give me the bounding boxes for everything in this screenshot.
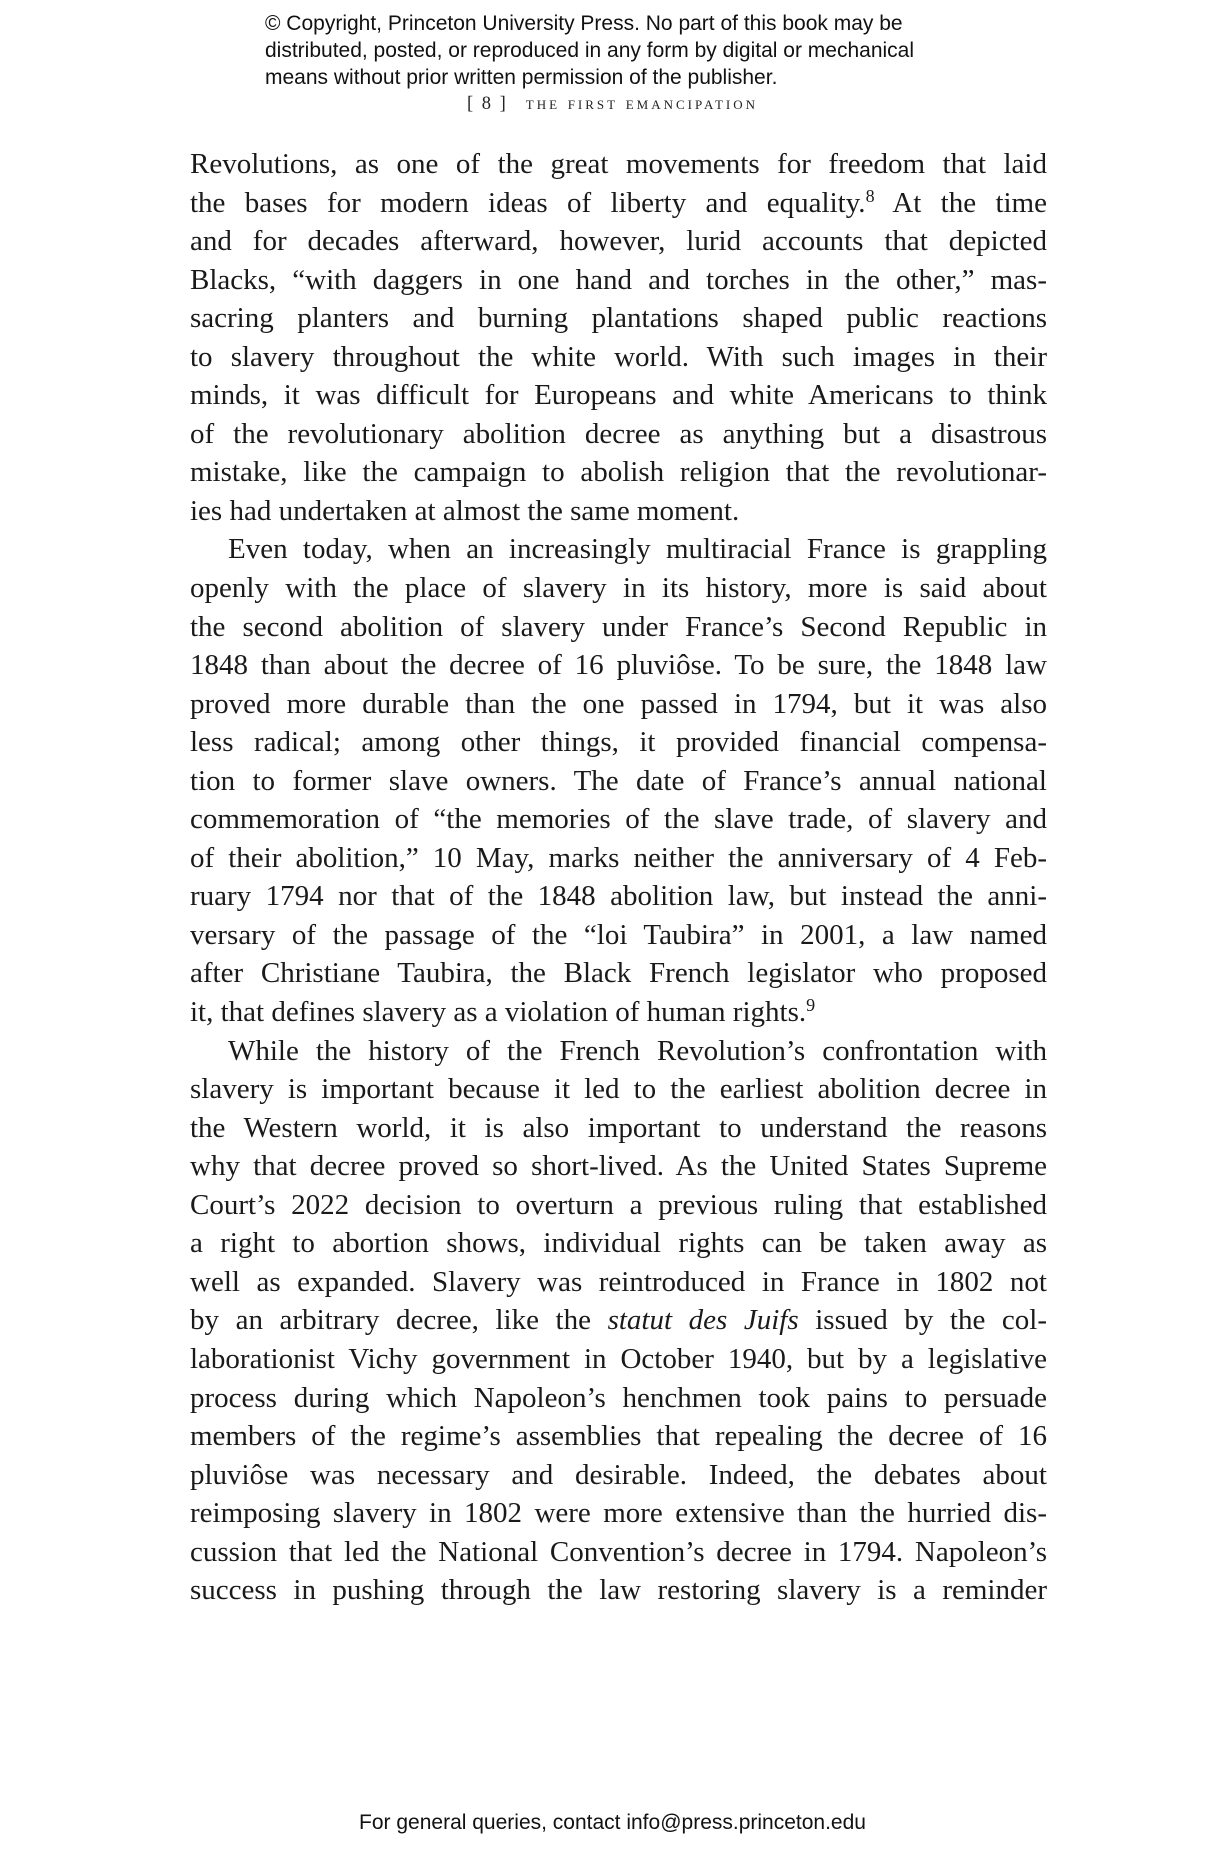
body-text — [190, 145, 1047, 1610]
copyright-notice — [265, 10, 985, 91]
text-line: process during which Napoleon’s henchmen took pains to persuade — [190, 1381, 1047, 1414]
copyright-line: distributed, posted, or reproduced in any form by digital or mechanical — [265, 39, 915, 62]
footer-contact: For general queries, contact info@press.princeton.edu — [359, 1811, 866, 1834]
text-line: less radical; among other things, it provided financial compensa- — [190, 726, 1047, 759]
text-line: versary of the passage of the “loi Taubira” in 2001, a law named — [190, 918, 1047, 951]
text-line: sacring planters and burning plantations shaped public reactions — [190, 302, 1047, 335]
running-head — [0, 94, 1225, 115]
text-line: the bases for modern ideas of liberty and equality.$^8$ At the time — [190, 185, 1047, 219]
text-line: of the revolutionary abolition decree as anything but a disastrous — [190, 417, 1047, 450]
text-line: ies had undertaken at almost the same moment. — [190, 494, 740, 527]
copyright-line: means without prior written permission of the publisher. — [265, 66, 778, 89]
text-line: While the history of the French Revolution’s confrontation with — [228, 1034, 1047, 1067]
text-line: Blacks, “with daggers in one hand and torches in the other,” mas- — [190, 263, 1047, 296]
text-line: a right to abortion shows, individual rights can be taken away as — [190, 1227, 1047, 1260]
text-line: the Western world, it is also important to understand the reasons — [190, 1111, 1047, 1144]
text-line: openly with the place of slavery in its history, more is said about — [190, 572, 1047, 605]
text-line: members of the regime’s assemblies that repealing the decree of 16 — [190, 1420, 1047, 1453]
footnote-marker: 8 — [865, 185, 875, 206]
text-line: laborationist Vichy government in October 1940, but by a legislative — [190, 1342, 1047, 1375]
text-line: 1848 than about the decree of 16 pluviôse. To be sure, the 1848 law — [190, 649, 1047, 682]
text-line: and for decades afterward, however, lurid accounts that depicted — [190, 225, 1047, 258]
text-line: to slavery throughout the white world. With such images in their — [190, 340, 1047, 373]
text-line: Court’s 2022 decision to overturn a previous ruling that established — [190, 1188, 1047, 1221]
text-line: Revolutions, as one of the great movements for freedom that laid — [190, 148, 1047, 180]
page-number: [ 8 ] — [466, 94, 508, 114]
text-line: tion to former slave owners. The date of France’s annual national — [190, 764, 1047, 797]
text-line: Even today, when an increasingly multiracial France is grappling — [228, 533, 1047, 566]
text-line: cussion that led the National Convention’s decree in 1794. Napoleon’s — [190, 1535, 1047, 1568]
book-title: the first emancipation — [525, 94, 759, 114]
text-line: why that decree proved so short-lived. As the United States Supreme — [190, 1150, 1047, 1183]
text-line: commemoration of “the memories of the slave trade, of slavery and — [190, 803, 1047, 836]
text-line: ruary 1794 nor that of the 1848 abolition law, but instead the anni- — [190, 880, 1047, 913]
text-line: reimposing slavery in 1802 were more extensive than the hurried dis- — [190, 1497, 1047, 1530]
text-line: pluviôse was necessary and desirable. Indeed, the debates about — [190, 1458, 1047, 1491]
copyright-line: © Copyright, Princeton University Press. No part of this book may be — [265, 12, 903, 35]
text-line: after Christiane Taubira, the Black French legislator who proposed — [190, 957, 1047, 990]
text-line: slavery is important because it led to the earliest abolition decree in — [190, 1073, 1047, 1106]
text-line: success in pushing through the law restoring slavery is a reminder — [190, 1574, 1047, 1607]
text-line: mistake, like the campaign to abolish religion that the revolutionar- — [190, 456, 1047, 489]
footnote-marker: 9 — [806, 995, 816, 1016]
italic-title: statut des Juifs — [607, 1304, 799, 1337]
text-line: by an arbitrary decree, like the statut des Juifs issued by the col- — [190, 1304, 1048, 1337]
text-line: the second abolition of slavery under France’s Second Republic in — [190, 610, 1047, 643]
text-line: proved more durable than the one passed in 1794, but it was also — [190, 687, 1047, 720]
text-line: it, that defines slavery as a violation of human rights.$^9$ — [190, 995, 816, 1029]
text-line: minds, it was difficult for Europeans and white Americans to think — [190, 379, 1047, 412]
text-line: well as expanded. Slavery was reintroduced in France in 1802 not — [190, 1265, 1047, 1298]
text-line: of their abolition,” 10 May, marks neither the anniversary of 4 Feb- — [190, 841, 1047, 874]
